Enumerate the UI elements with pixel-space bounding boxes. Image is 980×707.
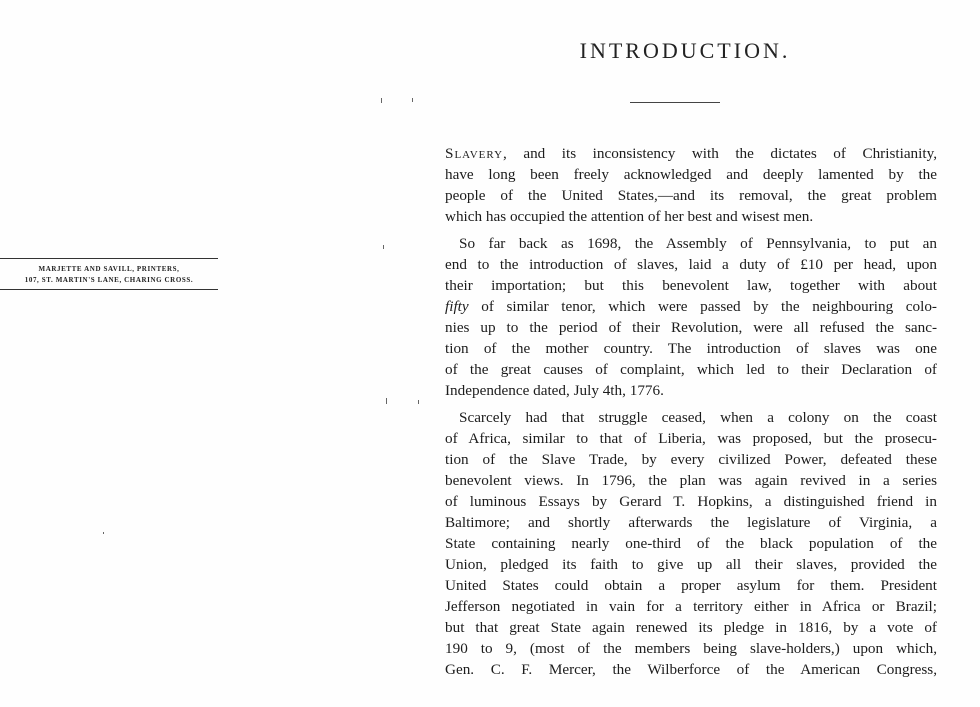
text-line: nies up to the period of their Revolution, were all refused the sanc- (445, 319, 937, 336)
imprint-line-1: MARJETTE AND SAVILL, PRINTERS, (38, 265, 180, 273)
page-title: INTRODUCTION. (579, 38, 791, 63)
paragraph-1 (445, 143, 937, 227)
text-line-rest: of similar tenor, which were passed by the neighbouring colo- (468, 298, 937, 315)
text-line-rest: , and its inconsistency with the dictates of Christianity, (503, 145, 937, 162)
paragraph-2 (445, 233, 937, 401)
page-speck (418, 400, 419, 404)
text-line: So far back as 1698, the Assembly of Pennsylvania, to put an (459, 235, 937, 252)
text-line: Baltimore; and shortly afterwards the legislature of Virginia, a (445, 514, 937, 531)
text-line: benevolent views. In 1796, the plan was again revived in a series (445, 472, 937, 489)
page-speck (381, 98, 382, 103)
left-page (0, 0, 430, 707)
text-line: have long been freely acknowledged and deeply lamented by the (445, 166, 937, 183)
text-line (445, 296, 937, 317)
page-speck (383, 245, 384, 249)
text-line: of the great causes of complaint, which led to their Declaration of (445, 361, 937, 378)
heading-rule (630, 102, 720, 103)
text-line: Independence dated, July 4th, 1776. (445, 382, 664, 399)
page-speck (386, 398, 387, 404)
text-line: but that great State again renewed its pledge in 1816, by a vote of (445, 619, 937, 636)
text-line: which has occupied the attention of her best and wisest men. (445, 208, 814, 225)
lead-word: Slavery (445, 145, 504, 162)
text-line: tion of the Slave Trade, by every civilized Power, defeated these (445, 451, 937, 468)
text-line: State containing nearly one-third of the black population of the (445, 535, 937, 552)
imprint-rule-top (0, 258, 218, 259)
imprint-rule-bottom (0, 289, 218, 290)
paragraph-3 (445, 407, 937, 680)
text-line: Jefferson negotiated in vain for a territory either in Africa or Brazil; (445, 598, 937, 615)
printer-imprint (0, 258, 218, 290)
text-line: United States could obtain a proper asylum for them. President (445, 577, 937, 594)
text-line: Gen. C. F. Mercer, the Wilberforce of the American Congress, (445, 661, 937, 678)
page-speck (412, 98, 413, 102)
italic-word: fifty (445, 298, 469, 315)
right-page (430, 0, 980, 707)
body-text (445, 143, 937, 686)
text-line: of luminous Essays by Gerard T. Hopkins, a distinguished friend in (445, 493, 937, 510)
text-line: Scarcely had that struggle ceased, when a colony on the coast (459, 409, 937, 426)
text-line: tion of the mother country. The introduction of slaves was one (445, 340, 937, 357)
text-line: end to the introduction of slaves, laid a duty of £10 per head, upon (445, 256, 937, 273)
imprint-line-2: 107, ST. MARTIN'S LANE, CHARING CROSS. (24, 276, 194, 284)
page-speck (103, 532, 104, 534)
text-line: people of the United States,—and its removal, the great problem (445, 187, 937, 204)
text-line: Union, pledged its faith to give up all their slaves, provided the (445, 556, 937, 573)
text-line: of Africa, similar to that of Liberia, was proposed, but the prosecu- (445, 430, 937, 447)
text-line: 190 to 9, (most of the members being slave-holders,) upon which, (445, 640, 937, 657)
text-line (445, 143, 937, 164)
text-line: their importation; but this benevolent law, together with about (445, 277, 937, 294)
